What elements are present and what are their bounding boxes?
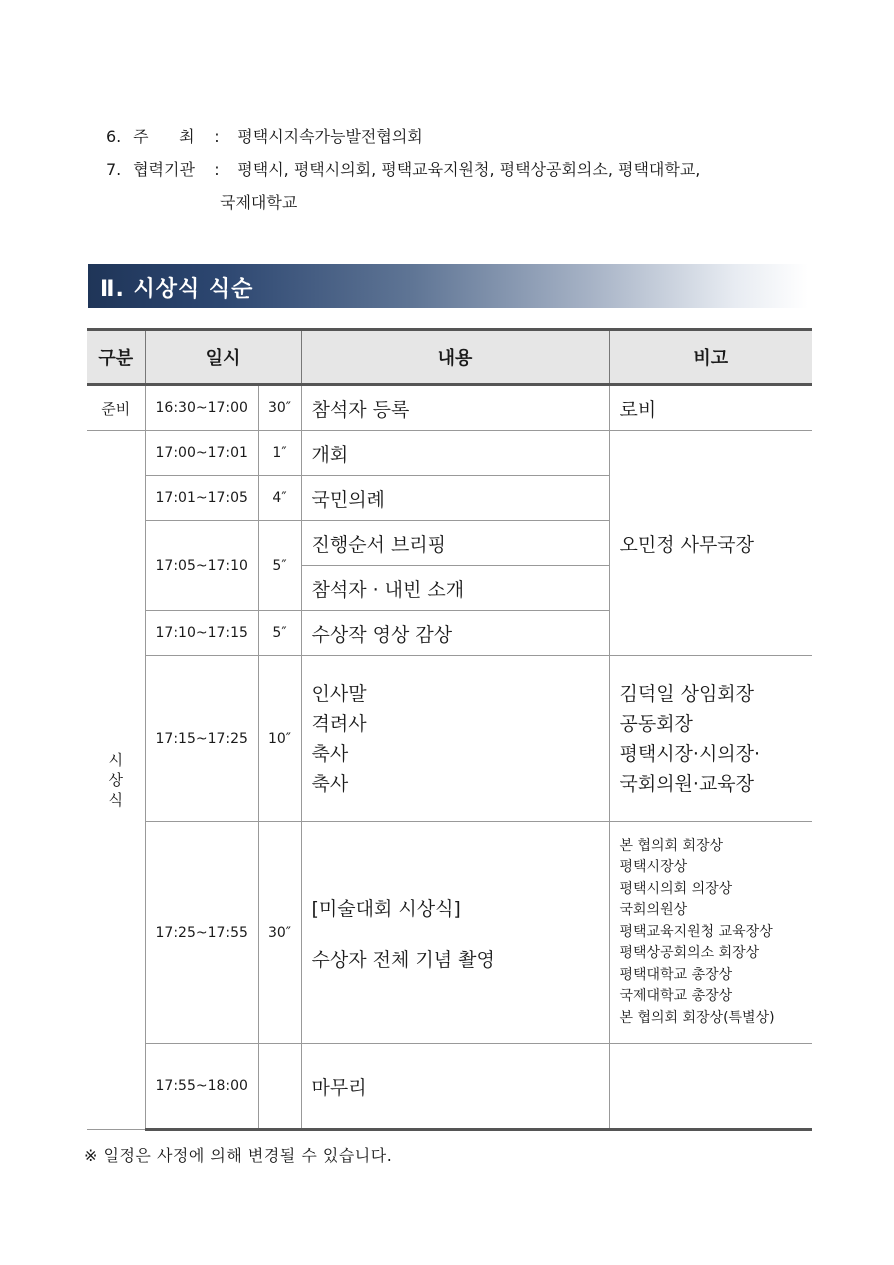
note-cell xyxy=(609,1044,812,1130)
awards-list xyxy=(609,822,812,1044)
time-cell: 17:25~17:55 xyxy=(145,822,258,1044)
partners-label: 협력기관 xyxy=(133,160,195,179)
organizer-value: 평택시지속가능발전협의회 xyxy=(237,127,423,146)
time-cell: 17:01~17:05 xyxy=(145,476,258,521)
list-item: 평택교육지원청 교육장상 xyxy=(619,923,773,940)
time-cell: 17:15~17:25 xyxy=(145,656,258,822)
header-content: 내용 xyxy=(301,330,609,385)
duration-cell: 30″ xyxy=(258,385,301,431)
item-number: 6. xyxy=(106,127,122,146)
organizer-line xyxy=(106,127,423,147)
note-cell: 김덕일 상임회장 공동회장 평택시장·시의장· 국회의원·교육장 xyxy=(609,656,812,822)
section-title: Ⅱ. 시상식 식순 xyxy=(100,277,254,302)
item-number: 7. xyxy=(106,160,122,179)
list-item: 본 협의회 회장상(특별상) xyxy=(619,1009,775,1026)
duration-cell: 4″ xyxy=(258,476,301,521)
time-cell: 17:05~17:10 xyxy=(145,521,258,611)
section-header-bar xyxy=(88,264,808,308)
list-item: 평택대학교 총장상 xyxy=(619,966,733,983)
list-item: 평택상공회의소 회장상 xyxy=(619,945,760,962)
time-cell: 17:55~18:00 xyxy=(145,1044,258,1130)
ceremony-category-text: 시 상 식 xyxy=(108,751,123,809)
time-cell: 17:00~17:01 xyxy=(145,431,258,476)
list-item: 국회의원상 xyxy=(619,902,688,919)
content-cell: 참석자 등록 xyxy=(301,385,609,431)
list-item: 국제대학교 총장상 xyxy=(619,988,733,1005)
note-cell: 로비 xyxy=(609,385,812,431)
content-cell: [미술대회 시상식] 수상자 전체 기념 촬영 xyxy=(301,822,609,1044)
partners-value: 평택시, 평택시의회, 평택교육지원청, 평택상공회의소, 평택대학교, xyxy=(237,160,701,179)
list-item: 평택시장상 xyxy=(619,859,688,876)
ceremony-category-cell xyxy=(87,431,145,1130)
note-cell: 오민정 사무국장 xyxy=(609,431,812,656)
duration-cell: 30″ xyxy=(258,822,301,1044)
list-item: 평택시의회 의장상 xyxy=(619,880,733,897)
schedule-table xyxy=(87,328,812,1131)
colon: : xyxy=(214,160,220,179)
content-cell: 수상작 영상 감상 xyxy=(301,611,609,656)
header-time: 일시 xyxy=(145,330,301,385)
list-item: 본 협의회 회장상 xyxy=(619,837,724,854)
table-row xyxy=(87,656,812,822)
content-cell: 국민의례 xyxy=(301,476,609,521)
organizer-label: 주 최 xyxy=(133,127,195,146)
content-cell: 인사말 격려사 축사 축사 xyxy=(301,656,609,822)
table-row xyxy=(87,385,812,431)
duration-cell: 5″ xyxy=(258,521,301,611)
duration-cell: 10″ xyxy=(258,656,301,822)
category-cell: 준비 xyxy=(87,385,145,431)
partners-line xyxy=(106,160,700,180)
table-row xyxy=(87,822,812,1044)
duration-cell: 1″ xyxy=(258,431,301,476)
table-row xyxy=(87,1044,812,1130)
content-cell: 참석자 · 내빈 소개 xyxy=(301,566,609,611)
footnote: ※ 일정은 사정에 의해 변경될 수 있습니다. xyxy=(84,1146,393,1165)
content-cell: 개회 xyxy=(301,431,609,476)
content-cell: 마무리 xyxy=(301,1044,609,1130)
colon: : xyxy=(214,127,220,146)
duration-cell xyxy=(258,1044,301,1130)
time-cell: 16:30~17:00 xyxy=(145,385,258,431)
duration-cell: 5″ xyxy=(258,611,301,656)
header-category: 구분 xyxy=(87,330,145,385)
partners-value-continued: 국제대학교 xyxy=(220,193,298,212)
table-row xyxy=(87,431,812,476)
time-cell: 17:10~17:15 xyxy=(145,611,258,656)
header-note: 비고 xyxy=(609,330,812,385)
content-cell: 진행순서 브리핑 xyxy=(301,521,609,566)
table-header-row xyxy=(87,330,812,385)
